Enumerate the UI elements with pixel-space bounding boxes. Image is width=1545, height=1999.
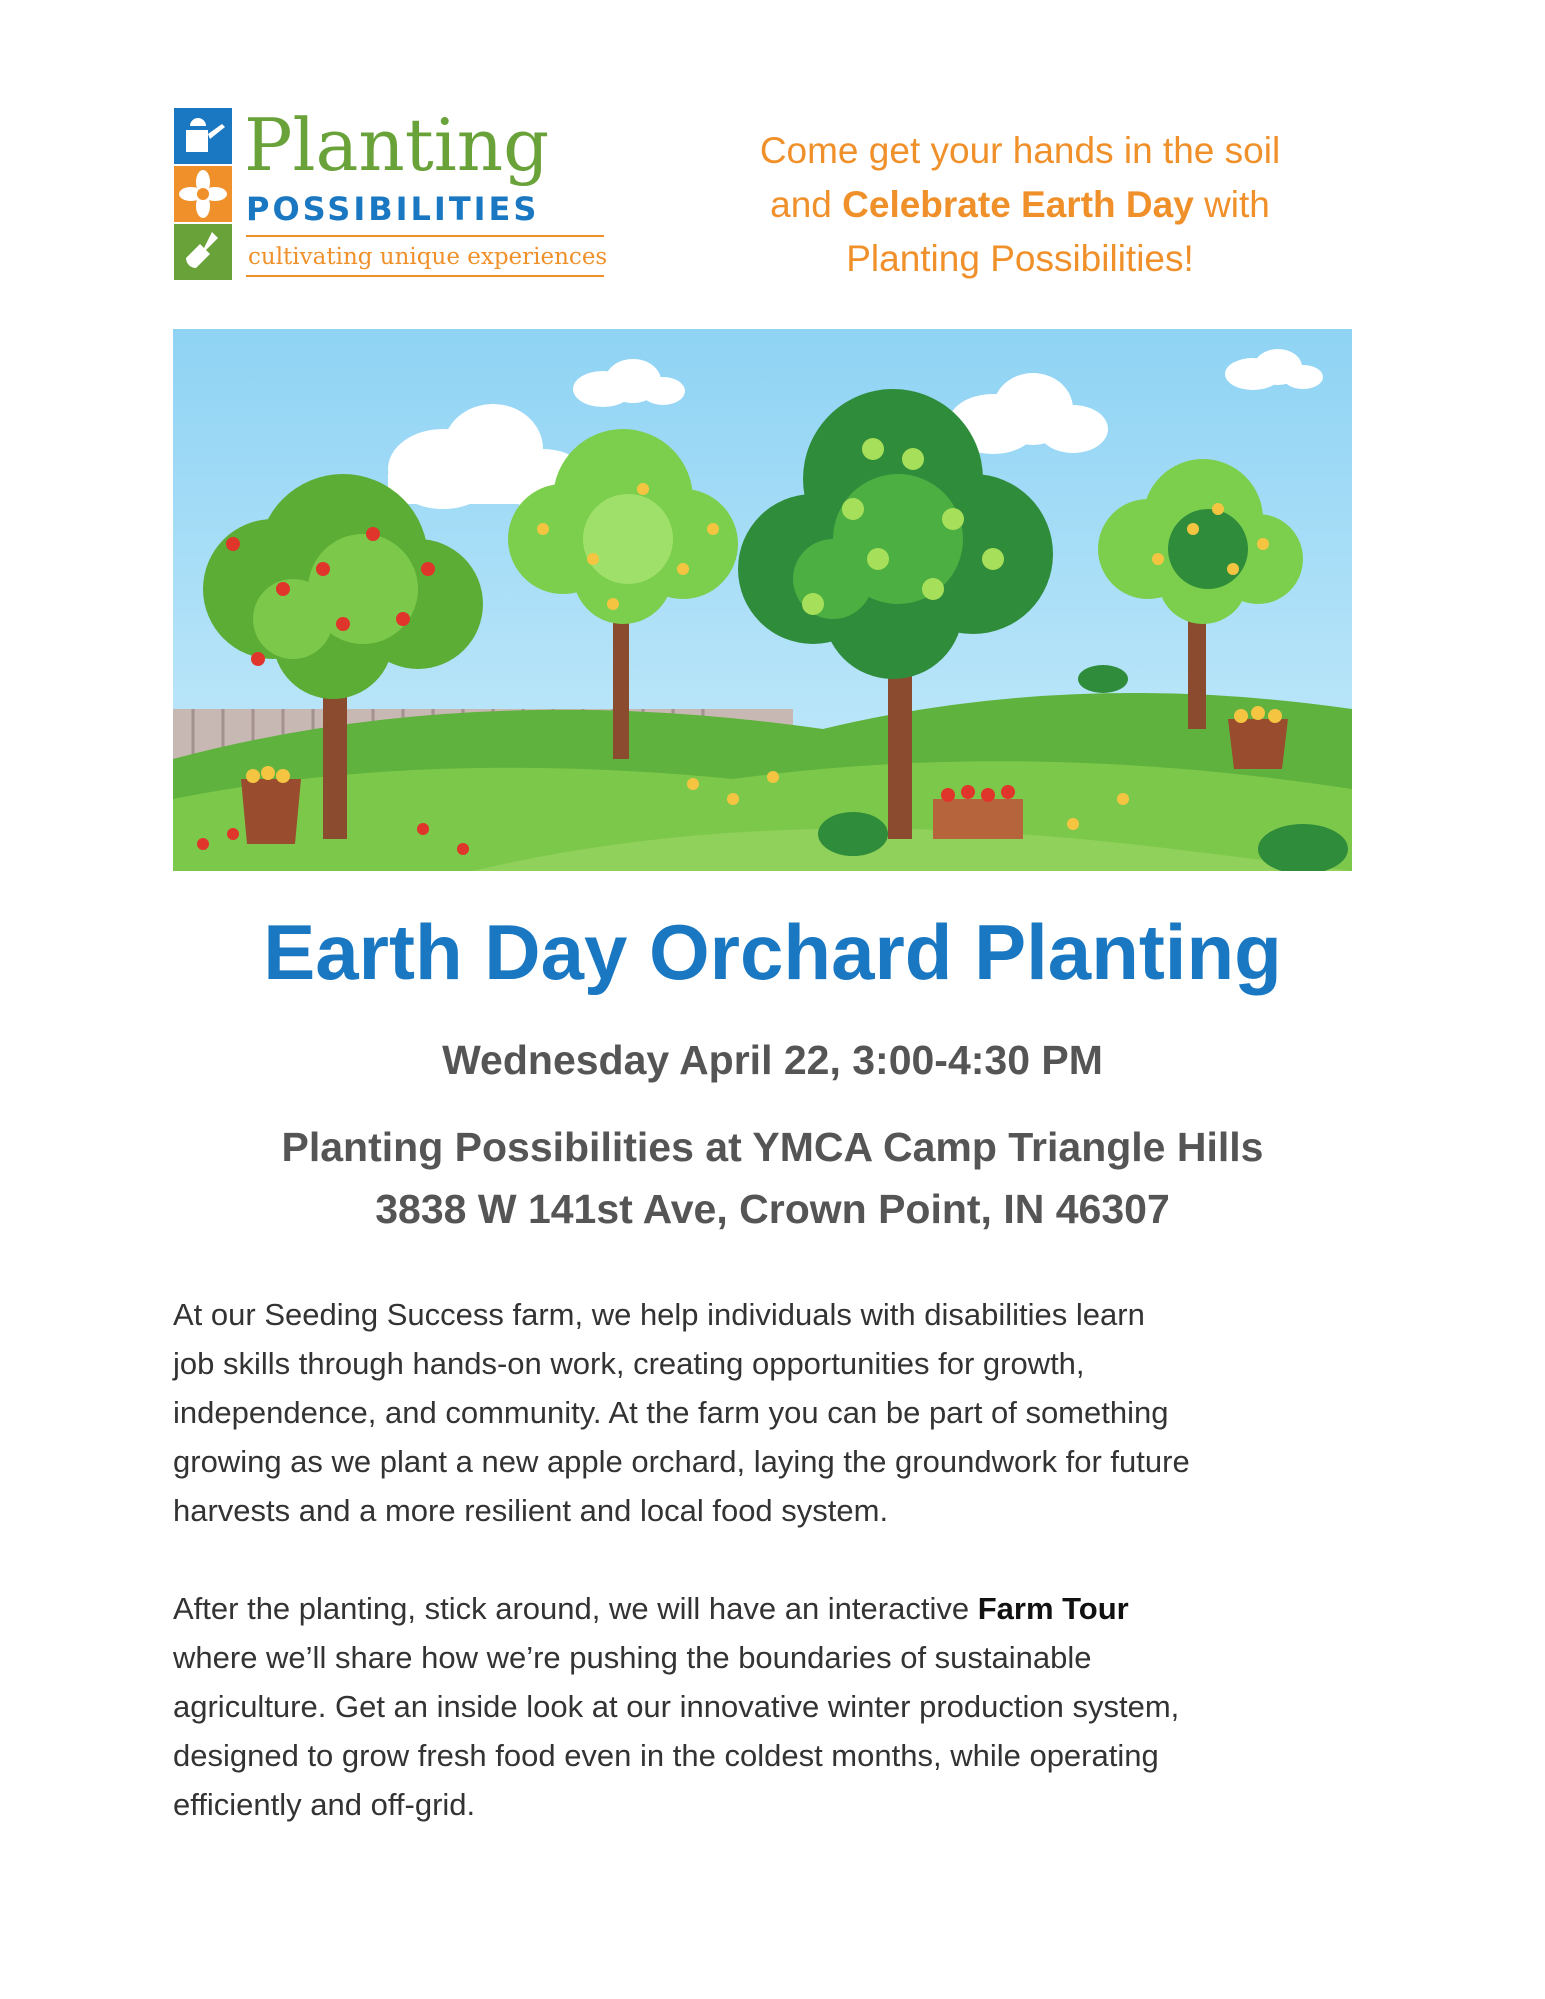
body-line: job skills through hands-on work, creating opportunities for growth, — [173, 1346, 1085, 1381]
tagline-bold: Celebrate Earth Day — [842, 184, 1194, 225]
tagline-line-2 — [660, 178, 1380, 232]
logo — [174, 108, 614, 283]
body-line: where we’ll share how we’re pushing the boundaries of sustainable — [173, 1640, 1092, 1675]
logo-subword: POSSIBILITIES — [246, 190, 540, 228]
description-paragraph-1 — [173, 1290, 1373, 1535]
description-paragraph-2 — [173, 1584, 1373, 1829]
header-tagline — [660, 124, 1380, 286]
body-text: After the planting, stick around, we will have an interactive — [173, 1591, 978, 1626]
page-title: Earth Day Orchard Planting — [263, 908, 1282, 996]
logo-graphic — [174, 108, 614, 283]
event-address: 3838 W 141st Ave, Crown Point, IN 46307 — [375, 1186, 1170, 1232]
event-date: Wednesday April 22, 3:00-4:30 PM — [442, 1037, 1103, 1083]
logo-tagline: cultivating unique experiences — [248, 244, 608, 270]
orchard-illustration-icon — [173, 329, 1352, 871]
body-line: designed to grow fresh food even in the coldest months, while operating — [173, 1738, 1159, 1773]
tagline-pre: and — [770, 184, 843, 225]
farm-tour-highlight: Farm Tour — [977, 1591, 1129, 1626]
body-line: growing as we plant a new apple orchard, laying the groundwork for future — [173, 1444, 1190, 1479]
body-line — [173, 1584, 1373, 1633]
body-line: agriculture. Get an inside look at our innovative winter production system, — [173, 1689, 1180, 1724]
tagline-line-1: Come get your hands in the soil — [759, 130, 1281, 171]
body-line: At our Seeding Success farm, we help individuals with disabilities learn — [173, 1297, 1145, 1332]
logo-wordmark: Planting — [244, 108, 550, 187]
tagline-post: with — [1193, 184, 1270, 225]
body-line: harvests and a more resilient and local food system. — [173, 1493, 889, 1528]
body-line: efficiently and off-grid. — [173, 1787, 476, 1822]
event-venue: Planting Possibilities at YMCA Camp Triangle Hills — [281, 1124, 1264, 1170]
tagline-line-3: Planting Possibilities! — [846, 238, 1194, 279]
body-line: independence, and community. At the farm you can be part of something — [173, 1395, 1169, 1430]
event-location — [0, 1116, 1545, 1240]
